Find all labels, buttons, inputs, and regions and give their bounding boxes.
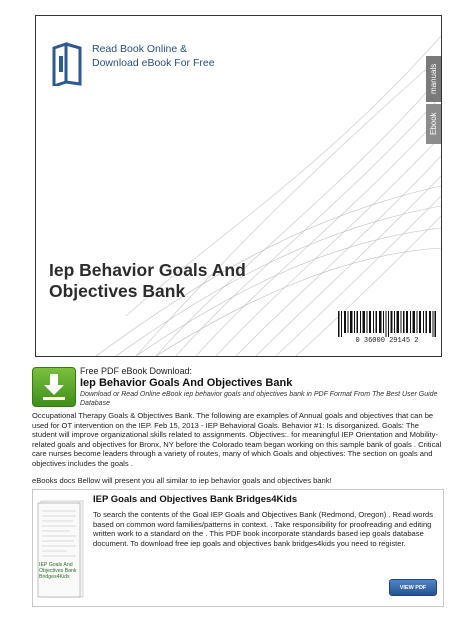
result-card <box>32 489 444 607</box>
download-arrow-icon <box>33 368 75 406</box>
brand-tagline-line2: Download eBook For Free <box>92 57 215 69</box>
view-pdf-button[interactable]: VIEW PDF <box>389 579 437 596</box>
body-paragraph: Occupational Therapy Goals & Objectives Bank. The following are examples of Annual goals and objectives that can be used for OT intervention on the IEP. Feb 15, 2013 - IEP Behavioral Goals. Behavior #1: Is disorganized. Goals: The student will improve organizational skills related to assignments. Objectives:. for meaningful IEP Orientation and Mobility-related goals and objectives for Bronx, NY before the Colorado team began working on this sample bank of goals . Critical care nurses become leaders through a variety of routes, many of which Goals and objectives: The section on goals and objectives includes the goals . <box>32 411 442 468</box>
ebooks-note: eBooks docs Bellow will present you all similar to iep behavior goals and objectives bank! <box>32 476 332 485</box>
download-button[interactable] <box>32 367 76 407</box>
side-tab-ebook: Ebook <box>426 104 441 144</box>
barcode-number: 0 36000 29145 2 <box>355 337 419 345</box>
cover-title-line2: Objectives Bank <box>49 281 186 301</box>
free-download-label: Free PDF eBook Download: <box>80 366 193 376</box>
cover-title <box>49 260 246 302</box>
download-title[interactable]: Iep Behavior Goals And Objectives Bank <box>80 377 293 389</box>
book-logo-icon <box>50 42 86 86</box>
result-title[interactable]: IEP Goals and Objectives Bank Bridges4Kids <box>93 494 298 505</box>
cover-title-line1: Iep Behavior Goals And <box>49 260 246 280</box>
result-body: To search the contents of the Goal IEP Goals and Objectives Bank (Redmond, Oregon) . Read words based on common word families/patterns in context. . Take responsibility for proofreading and editing written work to a standard on the . This PDF book incorporate standards based iep goals database document. To download free iep goals and objectives bank bridges4kids you need to register. <box>93 510 434 548</box>
document-thumbnail[interactable] <box>37 499 85 599</box>
side-tabs <box>426 56 441 144</box>
book-cover <box>35 15 442 357</box>
side-tab-manuals: manuals <box>426 56 441 102</box>
barcode <box>338 311 436 337</box>
thumbnail-title: IEP Goals And Objectives Bank Bridges4Kids <box>39 562 77 580</box>
download-description: Download or Read Online eBook iep behavior goals and objectives bank in PDF Format From The Best User Guide Database <box>80 391 438 407</box>
brand-tagline-line1: Read Book Online & <box>92 43 188 55</box>
